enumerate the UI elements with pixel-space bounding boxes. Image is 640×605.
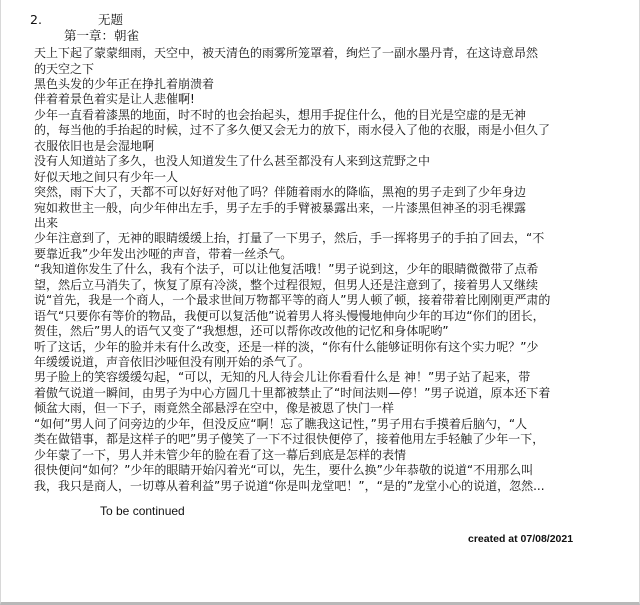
body-text-line: 天上下起了蒙蒙细雨，天空中，被天清色的雨雾所笼罩着，绚烂了一副水墨丹青，在这诗意昂然: [34, 46, 539, 60]
body-text-line: 少年注意到了，无神的眼睛缓缓上抬，打量了一下男子，然后，手一挥将男子的手拍了回去，“不: [34, 231, 545, 246]
body-text-line: 很快便问“如何？”少年的眼睛开始闪着光“可以，先生，要什么换”少年恭敬的说道“不用那么叫: [34, 463, 534, 478]
body-text-line: 伴着着景色着实是让人悲催啊!: [34, 92, 195, 107]
body-text-line: 黑色头发的少年正在挣扎着崩溃着: [34, 76, 215, 91]
body-text-line: 男子脸上的笑容缓缓勾起，“可以，无知的凡人待会儿让你看看什么是 神！”男子站了起来，带: [34, 370, 531, 385]
body-text-line: 衣服依旧也是会湿地啊: [34, 138, 155, 153]
body-text-line: 没有人知道站了多久，也没人知道发生了什么甚至都没有人来到这荒野之中: [34, 154, 431, 169]
document-number: 2.: [30, 12, 42, 27]
body-text-line: 语气“只要你有等价的物品，我便可以复活他”说着男人将头慢慢地伸向少年的耳边“你们的团长，: [34, 308, 545, 323]
body-text-line: 少年蒙了一下，男人并未管少年的脸在看了这一幕后到底是怎样的表情: [34, 447, 407, 462]
body-text-line: 的天空之下: [34, 61, 95, 76]
body-text-line: 我，我只是商人，一切尊从着利益”男子说道“你是叫龙堂吧！”，“是的”龙堂小心的说道，忽然...: [34, 478, 545, 493]
body-text-line: 要靠近我”少年发出沙哑的声音，带着一丝杀气。: [34, 246, 293, 261]
body-text-line: 的，每当他的手抬起的时候，过不了多久便又会无力的放下，雨水侵入了他的衣服，雨是小但久了: [34, 123, 551, 138]
body-text-line: 少年一直看着漆黑的地面，时不时的也会抬起头，想用手捉住什么，他的目光是空虚的是无神: [34, 107, 527, 122]
body-text-line: 类在做错事，都是这样子的吧”男子傻笑了一下不过很快便停了，接着他用左手轻触了少年一下，: [34, 432, 545, 447]
body-text-line: “我知道你发生了什么，我有个法子，可以让他复活哦！”男子说到这，少年的眼睛微微带了点希: [34, 262, 539, 277]
body-text-line: 倾盆大雨，但一下子，雨竟然全部悬浮在空中，像是被恩了快门一样: [34, 401, 395, 416]
body-text-line: 望，然后立马消失了，恢复了原有冷淡，整个过程很短，但男人还是注意到了，接着男人又继续: [34, 277, 539, 292]
created-date: created at 07/08/2021: [468, 533, 574, 545]
body-text-line: “如何”男人问了问旁边的少年，但没反应“啊！忘了瞧我这记性，”男子用右手摸着后脑勺，“人: [34, 416, 528, 431]
body-text-line: 宛如救世主一般，向少年伸出左手，男子左手的手臂被暴露出来，一片漆黑但神圣的羽毛裸露: [34, 200, 527, 215]
body-text-line: 出来: [34, 215, 59, 230]
body-text-line: 突然，雨下大了，天都不可以好好对他了吗？伴随着雨水的降临，黑袍的男子走到了少年身边: [34, 185, 527, 199]
body-text-line: 贺佳，然后”男人的语气又变了“我想想，还可以帮你改改他的记忆和身体呢哟”: [34, 324, 449, 339]
chapter-title: 第一章：朝雀: [64, 28, 140, 43]
body-text-line: 好似天地之间只有少年一人: [34, 169, 179, 184]
to-be-continued-text: To be continued: [100, 504, 185, 518]
document-title: 无题: [98, 12, 124, 27]
body-text-line: 听了这话，少年的脸并未有什么改变，还是一样的淡，“你有什么能够证明你有这个实力呢？”少: [34, 339, 539, 354]
body-text-line: 年缓缓说道，声音依旧沙哑但没有刚开始的杀气了。: [34, 355, 311, 369]
body-text-line: 着傲气说道一瞬间，由男子为中心方圆几十里都被禁止了“时间法则—停！”男子说道，原本还下着: [34, 385, 551, 400]
body-text-line: 说“首先，我是一个商人，一个最求世间万物都平等的商人”男人顿了顿，接着带着比刚刚更严肃的: [34, 293, 551, 308]
